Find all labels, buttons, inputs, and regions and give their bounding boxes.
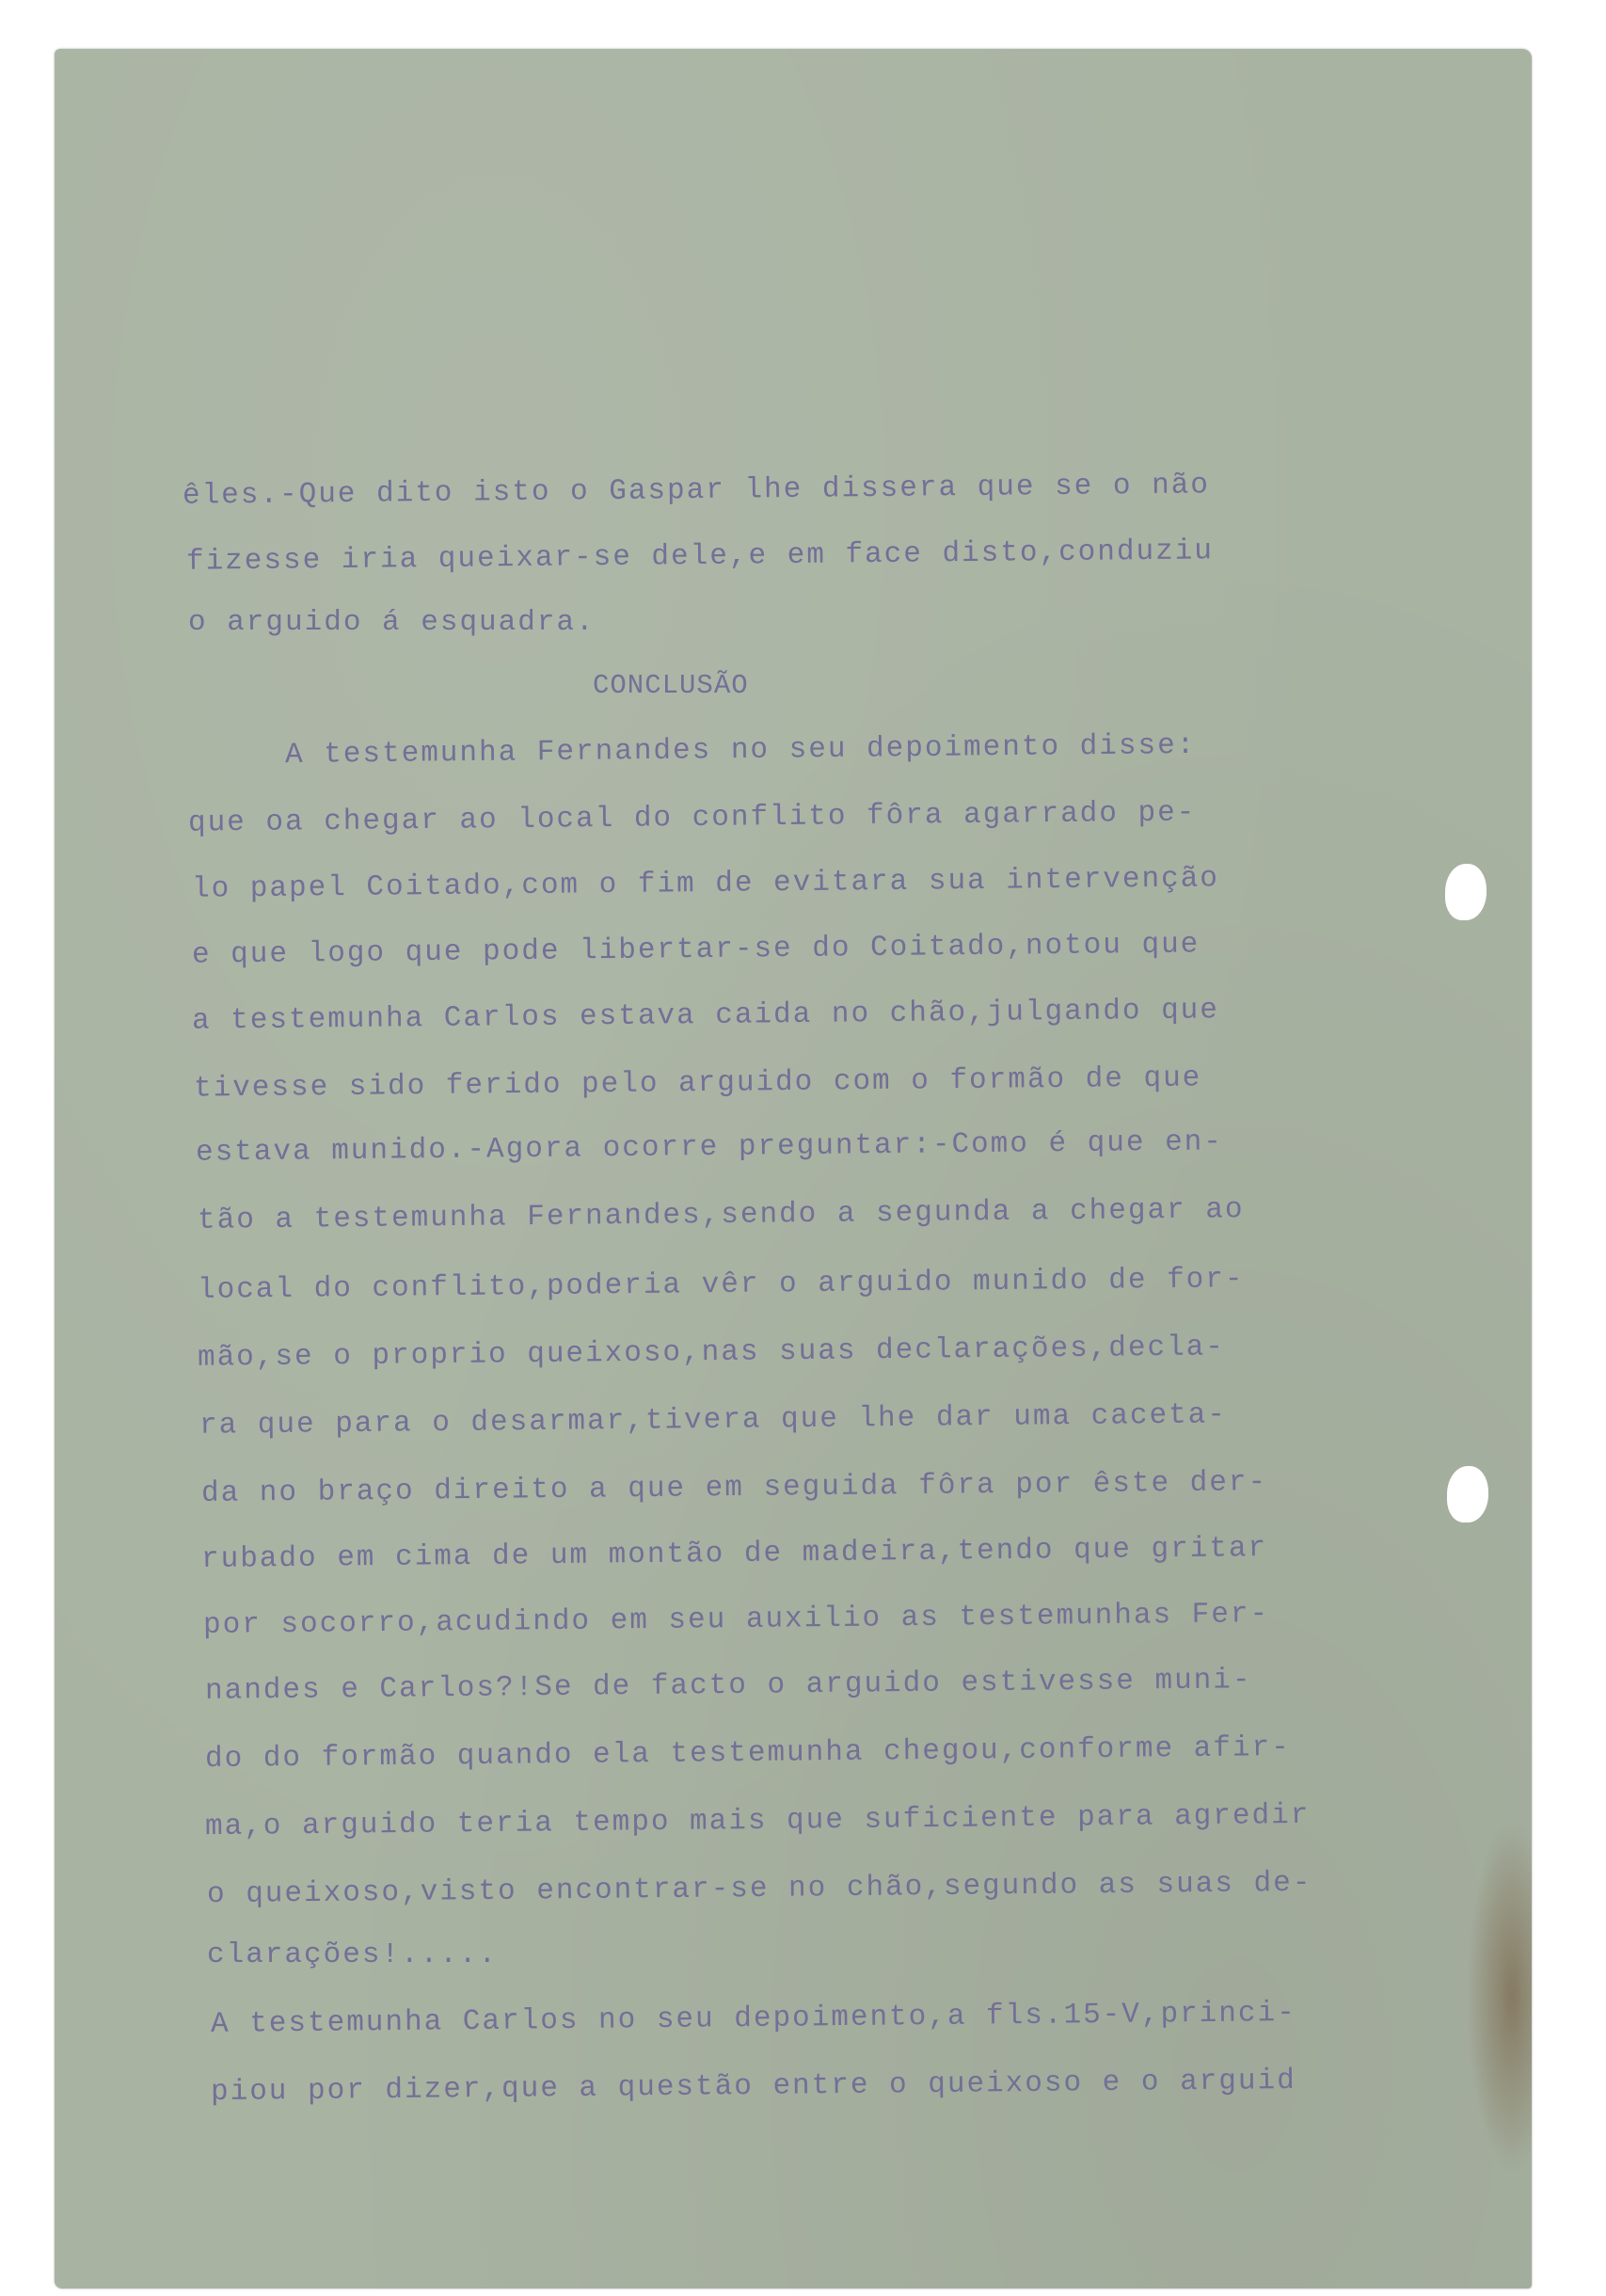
text-line: tivesse sido ferido pelo arguido com o formão de que: [193, 1061, 1202, 1106]
punch-hole-bottom: [1447, 1466, 1488, 1523]
text-line: êles.-Que dito isto o Gaspar lhe dissera que se o não: [182, 469, 1211, 513]
text-line: A testemunha Fernandes no seu depoimento disse:: [284, 728, 1197, 773]
text-line: fizesse iria queixar-se dele,e em face disto,conduziu: [185, 534, 1215, 579]
text-line: da no braço direito a que em seguida fôra por êste der-: [200, 1466, 1268, 1510]
text-line: ra que para o desarmar,tivera que lhe dar uma caceta-: [199, 1398, 1228, 1443]
text-line: e que logo que pode libertar-se do Coitado,notou que: [191, 928, 1201, 972]
text-line: do do formão quando ela testemunha chegou,conforme afir-: [204, 1730, 1291, 1777]
paper-sheet: [55, 49, 1532, 2288]
text-line: nandes e Carlos?!Se de facto o arguido estivesse muni-: [204, 1664, 1252, 1708]
text-line: ma,o arguido teria tempo mais que suficiente para agredir: [204, 1798, 1311, 1844]
water-stain: [1466, 1818, 1532, 2176]
text-line: o queixoso,visto encontrar-se no chão,segundo as suas de-: [206, 1866, 1312, 1912]
text-line: a testemunha Carlos estava caida no chão,julgando que: [191, 994, 1220, 1038]
text-line: o arguido á esquadra.: [188, 606, 596, 639]
text-line: A testemunha Carlos no seu depoimento,a fls.15-V,princi-: [210, 1996, 1296, 2042]
section-heading: CONCLUSÃO: [593, 670, 749, 701]
text-line: mão,se o proprio queixoso,nas suas declarações,decla-: [197, 1331, 1226, 1375]
text-line: que oa chegar ao local do conflito fôra agarrado pe-: [187, 796, 1197, 840]
text-line: por socorro,acudindo em seu auxilio as testemunhas Fer-: [202, 1598, 1270, 1642]
text-line: rubado em cima de um montão de madeira,tendo que gritar: [200, 1532, 1268, 1576]
text-line: tão a testemunha Fernandes,sendo a segunda a chegar ao: [197, 1193, 1245, 1237]
text-line: clarações!.....: [207, 1938, 499, 1971]
text-line: local do conflito,poderia vêr o arguido munido de for-: [197, 1263, 1245, 1307]
punch-hole-top: [1445, 864, 1487, 920]
text-line: piou por dizer,que a questão entre o queixoso e o arguid: [210, 2064, 1296, 2110]
text-line: lo papel Coitado,com o fim de evitara sua intervenção: [191, 862, 1220, 906]
text-line: estava munido.-Agora ocorre preguntar:-Como é que en-: [195, 1125, 1224, 1170]
